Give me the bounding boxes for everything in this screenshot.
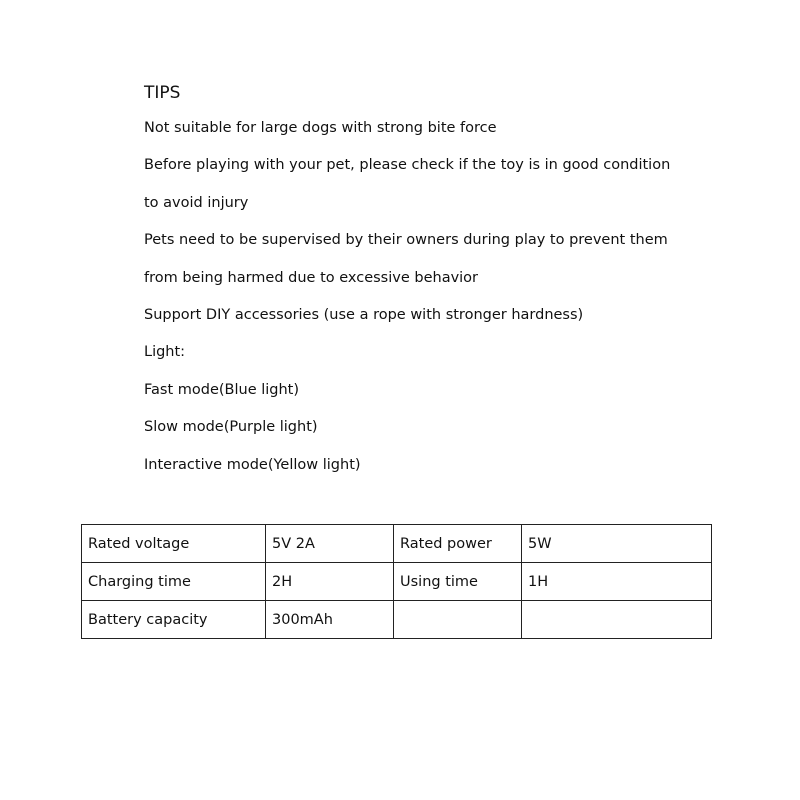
tip-line: to avoid injury [144, 194, 249, 211]
spec-value: 2H [266, 563, 394, 601]
light-heading: Light: [144, 344, 186, 361]
table-row [82, 525, 712, 563]
spec-label: Battery capacity [82, 601, 266, 639]
tips-title: TIPS [144, 83, 181, 103]
spec-table [81, 524, 712, 639]
spec-label: Using time [394, 563, 522, 601]
spec-empty-cell [522, 601, 712, 639]
light-mode-slow: Slow mode(Purple light) [144, 419, 318, 436]
table-row [82, 601, 712, 639]
tips-section [144, 81, 744, 492]
spec-value: 1H [522, 563, 712, 601]
spec-empty-cell [394, 601, 522, 639]
spec-label: Rated voltage [82, 525, 266, 563]
light-mode-fast: Fast mode(Blue light) [144, 381, 300, 398]
tip-line: Not suitable for large dogs with strong bite force [144, 120, 497, 136]
tip-line: Before playing with your pet, please check if the toy is in good condition [144, 157, 671, 174]
spec-value: 5V 2A [266, 525, 394, 563]
spec-value: 300mAh [266, 601, 394, 639]
spec-value: 5W [522, 525, 712, 563]
table-row [82, 563, 712, 601]
spec-label: Rated power [394, 525, 522, 563]
light-mode-interactive: Interactive mode(Yellow light) [144, 456, 361, 473]
spec-label: Charging time [82, 563, 266, 601]
tip-line: Support DIY accessories (use a rope with stronger hardness) [144, 306, 584, 323]
tip-line: from being harmed due to excessive behavior [144, 269, 479, 286]
tip-line: Pets need to be supervised by their owners during play to prevent them [144, 232, 668, 249]
